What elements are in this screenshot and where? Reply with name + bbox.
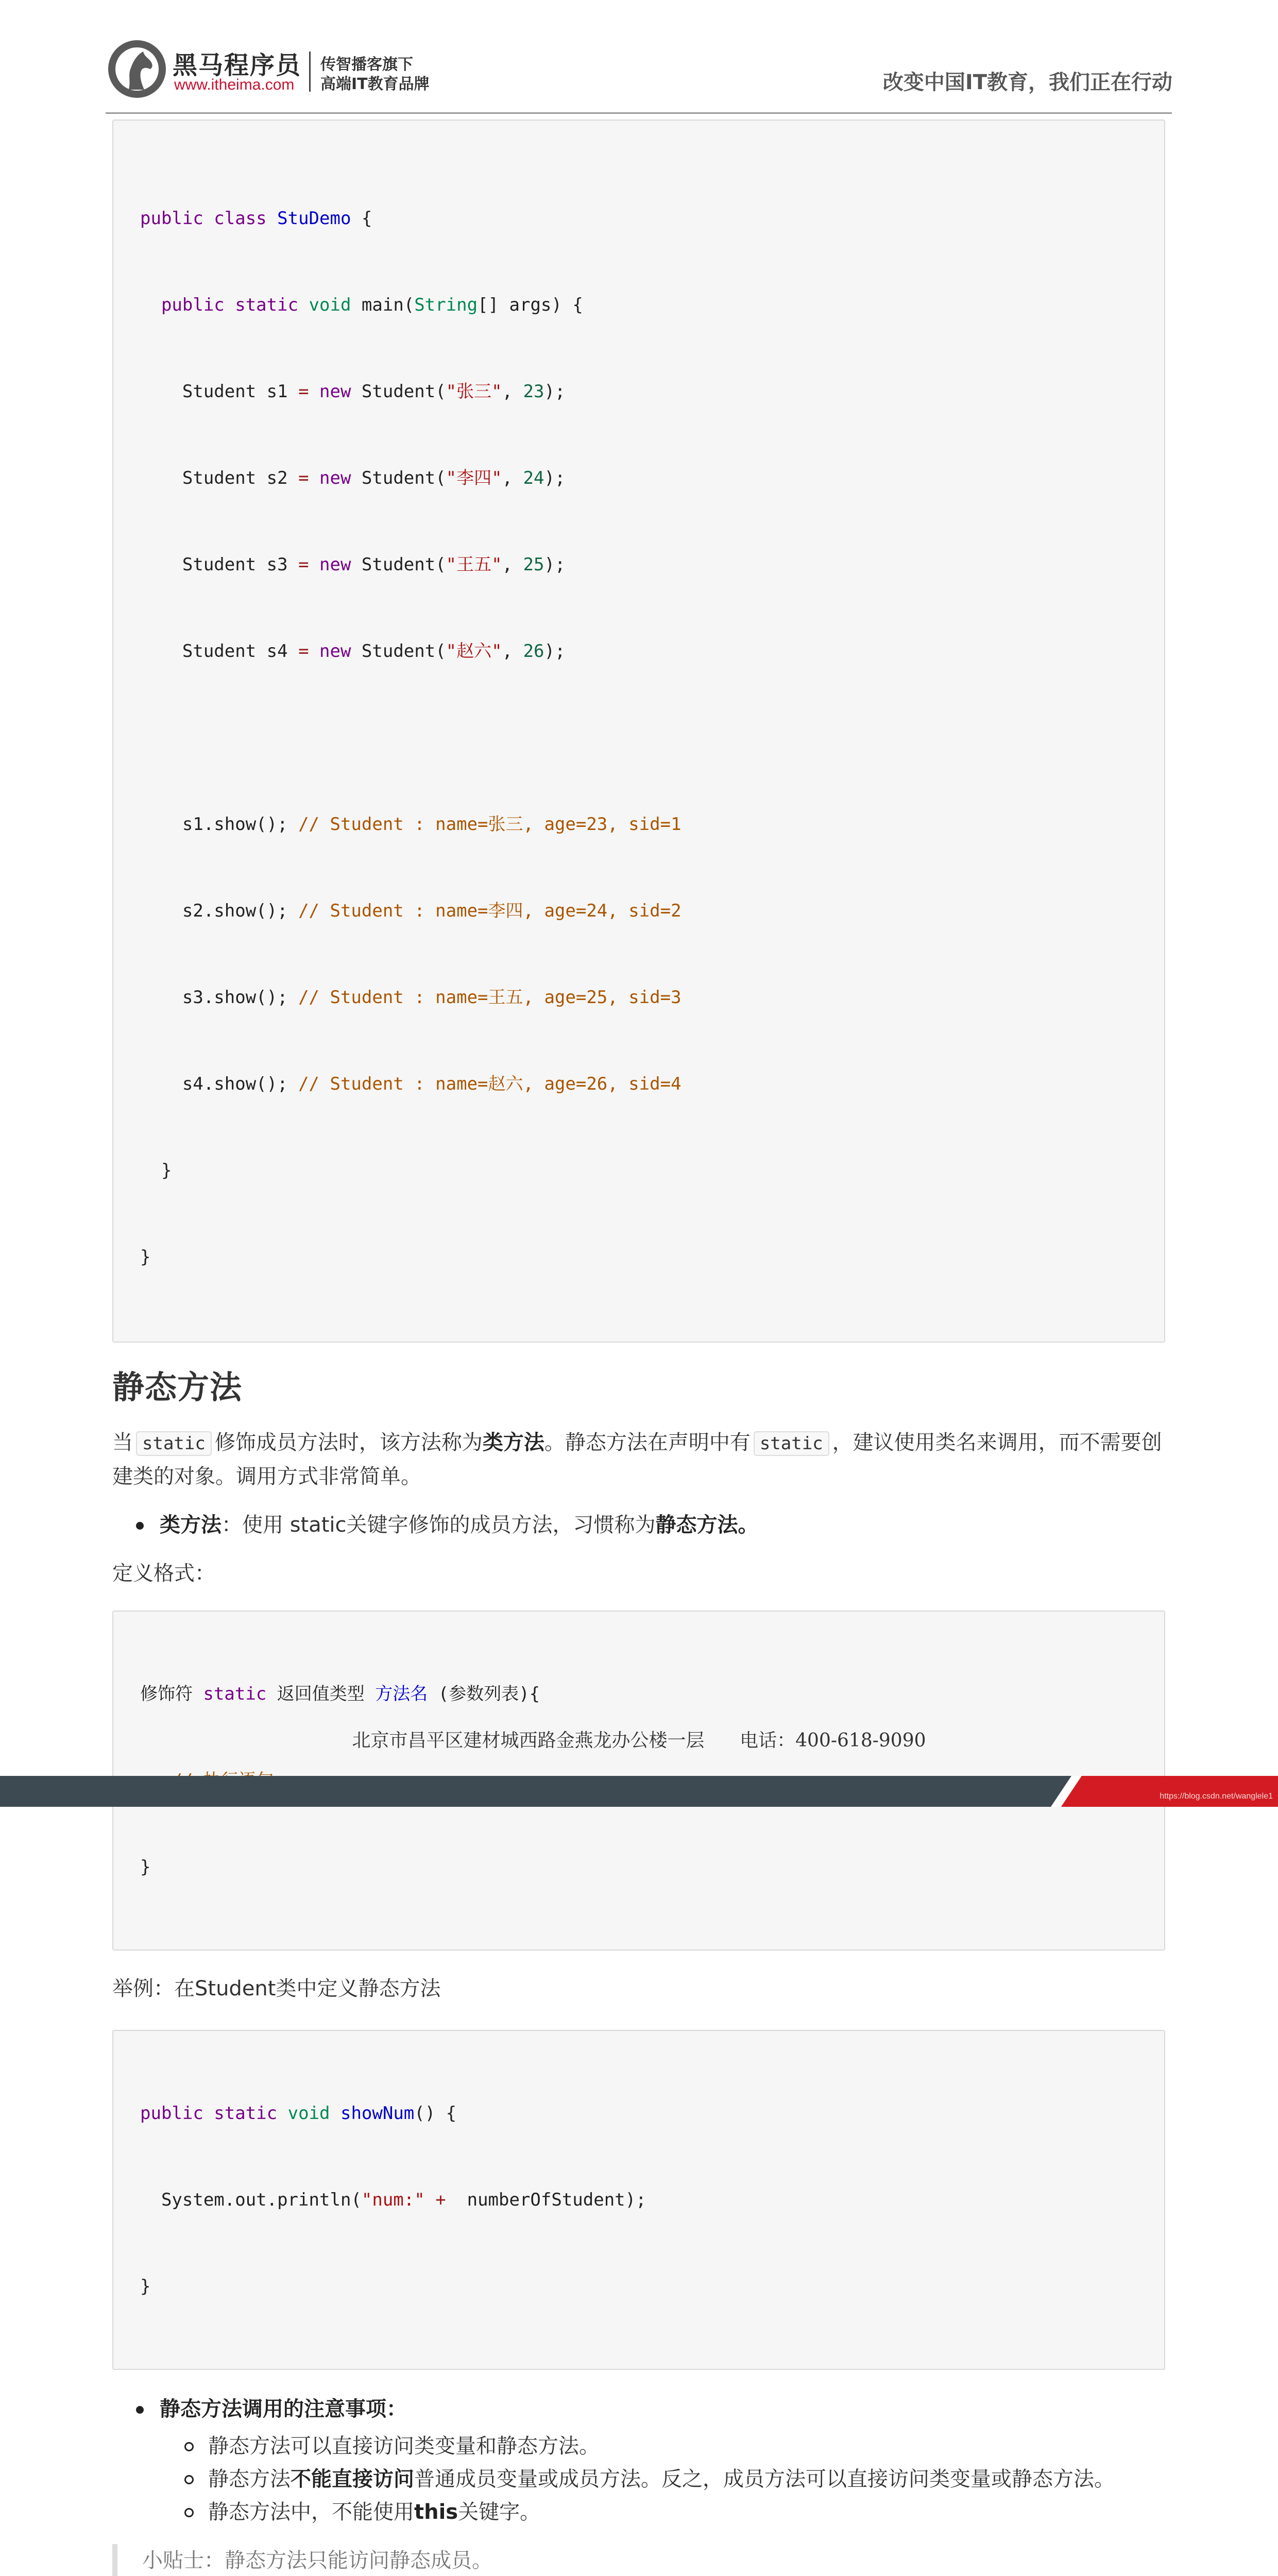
list-item xyxy=(160,1509,1165,1541)
list-item: 静态方法可以直接访问类变量和静态方法。 xyxy=(208,2430,1165,2463)
code-token: 26 xyxy=(523,641,544,662)
bold-text: 静态方法调用的注意事项： xyxy=(160,2397,407,2421)
code-line xyxy=(140,2185,1137,2214)
code-line xyxy=(140,464,1137,493)
code-line xyxy=(140,1853,1137,1882)
code-token: Student( xyxy=(351,554,446,575)
code-token: s4.show(); xyxy=(182,1074,299,1094)
code-line xyxy=(140,377,1137,406)
code-token: void xyxy=(309,295,351,315)
code-token: ); xyxy=(544,468,566,488)
code-token: "张三" xyxy=(446,381,502,402)
code-token: } xyxy=(140,2276,151,2297)
code-token: static xyxy=(203,1684,267,1704)
tip-blockquote: 小贴士：静态方法只能访问静态成员。 xyxy=(112,2544,1165,2576)
code-token: Student( xyxy=(351,381,446,402)
code-token: public class xyxy=(140,208,267,229)
code-comment: // Student : name=王五, age=25, sid=3 xyxy=(298,987,681,1008)
code-token: void xyxy=(287,2103,330,2124)
code-line-blank xyxy=(140,723,1137,752)
example-label: 举例：在Student类中定义静态方法 xyxy=(112,1977,441,2001)
code-token: 方法名 xyxy=(375,1684,428,1704)
text-run: ：使用 static关键字修饰的成员方法，习惯称为 xyxy=(221,1513,656,1537)
code-token: public static xyxy=(140,2103,278,2124)
code-token: System.out.println( xyxy=(161,2190,362,2210)
code-token: numberOfStudent); xyxy=(456,2190,646,2210)
code-token: = xyxy=(287,381,320,402)
bold-text: 类方法 xyxy=(482,1431,544,1454)
bullet-list-notes xyxy=(112,2393,1165,2529)
code-line xyxy=(140,1680,1137,1708)
code-token: } xyxy=(161,1160,172,1181)
code-token: Student( xyxy=(351,641,446,662)
code-token: ); xyxy=(544,381,566,402)
code-line xyxy=(140,896,1137,925)
text-run: 静态方法中，不能使用 xyxy=(208,2500,414,2524)
code-token: "李四" xyxy=(446,468,502,488)
code-token: 返回值类型 xyxy=(266,1684,376,1704)
code-line xyxy=(140,204,1137,233)
code-line xyxy=(140,983,1137,1012)
code-token: , xyxy=(502,641,523,662)
code-token: (参数列表){ xyxy=(428,1684,540,1704)
bold-text: 类方法 xyxy=(160,1513,221,1537)
code-line xyxy=(140,1243,1137,1272)
code-token: Student s3 xyxy=(182,554,288,575)
code-token: ); xyxy=(544,554,566,575)
sub-list xyxy=(160,2430,1165,2529)
code-token: "王五" xyxy=(446,554,502,575)
footer-address: 北京市昌平区建材城西路金燕龙办公楼一层 电话：400-618-9090 xyxy=(352,1730,926,1751)
footer-red-band xyxy=(1061,1776,1278,1807)
code-token: { xyxy=(351,208,372,229)
code-token: StuDemo xyxy=(277,208,351,229)
code-token: , xyxy=(502,381,523,402)
text-run: 普通成员变量或成员方法。反之，成员方法可以直接访问类变量或静态方法。 xyxy=(414,2467,1115,2491)
code-block-show-num xyxy=(112,2030,1165,2370)
code-token: () { xyxy=(414,2103,457,2124)
code-token: s3.show(); xyxy=(182,987,299,1008)
code-token: = xyxy=(287,554,320,575)
brand-divider xyxy=(309,52,311,92)
code-token: , xyxy=(502,554,523,575)
code-token: 25 xyxy=(523,554,544,575)
list-item xyxy=(208,2463,1165,2496)
code-token: Student s2 xyxy=(182,468,288,488)
section-heading-static-method: 静态方法 xyxy=(112,1368,243,1406)
code-token: Student( xyxy=(351,468,446,488)
code-comment: // Student : name=赵六, age=26, sid=4 xyxy=(298,1074,681,1094)
code-line xyxy=(140,2272,1137,2301)
horse-head-icon xyxy=(124,49,155,91)
code-token: = xyxy=(287,641,320,662)
bold-text: 静态方法。 xyxy=(655,1513,759,1537)
text-run: ，建议使用类名来调用，而不需要创建类的对象。调用方式非常简单。 xyxy=(112,1431,1162,1488)
code-line xyxy=(140,550,1137,579)
code-token: s1.show(); xyxy=(182,814,299,835)
text-run: 。静态方法在声明中有 xyxy=(544,1431,751,1454)
code-token: new xyxy=(319,468,351,488)
header-divider xyxy=(106,112,1172,114)
code-token: new xyxy=(319,641,351,662)
code-token: ); xyxy=(544,641,566,662)
brand-tagline-1: 传智播客旗下 xyxy=(320,56,413,74)
code-line xyxy=(140,810,1137,839)
bold-text: 不能直接访问 xyxy=(291,2467,414,2491)
text-run: 修饰成员方法时，该方法称为 xyxy=(214,1431,483,1454)
code-line xyxy=(140,2099,1137,2128)
brand-url[interactable]: www.itheima.com xyxy=(174,76,295,93)
code-token: = xyxy=(287,468,320,488)
code-comment: // Student : name=张三, age=23, sid=1 xyxy=(298,814,681,835)
code-block-stu-demo xyxy=(112,120,1165,1343)
code-token: Student s1 xyxy=(182,381,288,402)
text-run: 当 xyxy=(112,1431,133,1454)
code-comment: // Student : name=李四, age=24, sid=2 xyxy=(298,901,681,921)
inline-code-static: static xyxy=(754,1431,829,1456)
code-token: 24 xyxy=(523,468,544,488)
code-token: "num:" xyxy=(361,2190,425,2210)
document-body xyxy=(112,120,1165,2576)
text-run: 关键字。 xyxy=(458,2500,541,2524)
horse-logo-icon xyxy=(108,40,166,98)
code-token: 23 xyxy=(523,381,544,402)
code-token: new xyxy=(319,381,351,402)
code-token: } xyxy=(140,1857,151,1877)
define-format-label: 定义格式： xyxy=(112,1562,215,1585)
brand-tagline-2: 高端IT教育品牌 xyxy=(320,75,430,93)
list-item xyxy=(160,2393,1165,2529)
code-token: , xyxy=(502,468,523,488)
page-header xyxy=(0,0,1278,116)
code-line xyxy=(140,1156,1137,1185)
brand-name: 黑马程序员 xyxy=(173,51,302,80)
code-token: String xyxy=(414,295,478,315)
code-token: public static xyxy=(161,295,299,315)
code-token: new xyxy=(319,554,351,575)
code-token: main( xyxy=(351,295,415,315)
code-token: + xyxy=(424,2190,457,2210)
header-slogan: 改变中国IT教育，我们正在行动 xyxy=(882,71,1172,94)
code-token: "赵六" xyxy=(446,641,502,662)
footer-watermark: https://blog.csdn.net/wanglele1 xyxy=(1160,1792,1273,1801)
code-line xyxy=(140,291,1137,319)
inline-code-static: static xyxy=(136,1431,212,1456)
code-token: } xyxy=(140,1247,151,1267)
code-token: s2.show(); xyxy=(182,901,299,921)
code-token: showNum xyxy=(340,2103,415,2124)
paragraph-static-intro xyxy=(112,1426,1165,1493)
bold-text: this xyxy=(414,2500,458,2524)
list-item xyxy=(208,2496,1165,2529)
bullet-list-class-method xyxy=(112,1509,1165,1541)
code-token: Student s4 xyxy=(182,641,288,662)
code-token: [] args) { xyxy=(478,295,583,315)
code-line xyxy=(140,1070,1137,1098)
code-token: 修饰符 xyxy=(140,1684,203,1704)
text-run: 静态方法 xyxy=(208,2467,291,2491)
code-line xyxy=(140,637,1137,666)
